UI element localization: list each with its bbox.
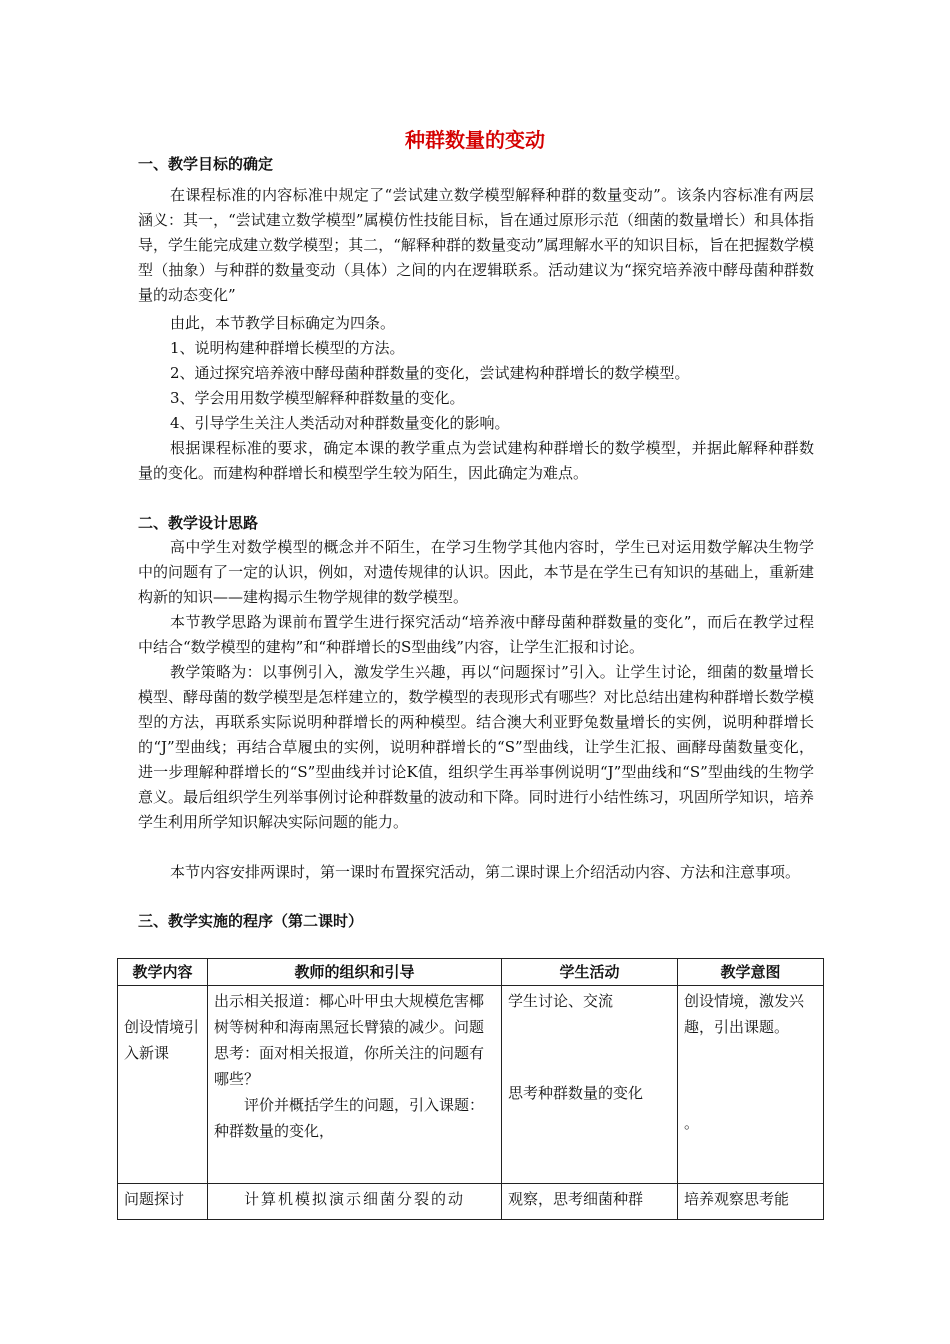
row-2-student-text: 观察，思考细菌种群	[508, 1190, 644, 1208]
design-paragraph-3: 教学策略为：以事例引入，激发学生兴趣，再以“问题探讨”引入。让学生讨论，细菌的数量增长模型、酵母菌的数学模型是怎样建立的，数学模型的表现形式有哪些？对比总结出建构种群增长数学模型的方法，再联系实际说明种群增长的两种模型。结合澳大利亚野兔数量增长的实例，说明种群增长的“J”型曲线；再结合草履虫的实例，说明种群增长的“S”型曲线，让学生汇报、画酵母菌数量变化，进一步理解种群增长的“S”型曲线并讨论K值，组织学生再举事例说明“J”型曲线和“S”型曲线的生物学意义。最后组织学生列举事例讨论种群数量的波动和下降。同时进行小结性练习，巩固所学知识，培养学生利用所学知识解决实际问题的能力。	[138, 663, 814, 831]
header-teacher: 教师的组织和引导	[208, 959, 502, 986]
section-heading-procedure: 三、教学实施的程序（第二课时）	[138, 912, 364, 930]
header-student: 学生活动	[502, 959, 678, 986]
row-2-teacher-text: 计算机模拟演示细菌分裂的动	[244, 1190, 466, 1208]
table-row	[118, 1184, 824, 1220]
table-header-row	[118, 959, 824, 986]
design-paragraph-4: 本节内容安排两课时，第一课时布置探究活动，第二课时课上介绍活动内容、方法和注意事项。	[170, 863, 801, 881]
section-heading-goals: 一、教学目标的确定	[138, 155, 274, 173]
goals-closing-paragraph: 根据课程标准的要求，确定本课的教学重点为尝试建构种群增长的数学模型，并据此解释种群数量的变化。而建构种群增长和模型学生较为陌生，因此确定为难点。	[138, 439, 814, 482]
goal-item-3: 3、学会用用数学模型解释种群数量的变化。	[170, 389, 465, 407]
row-1-student-cell	[502, 986, 678, 1184]
section-heading-design: 二、教学设计思路	[138, 514, 259, 532]
row-1-student-text-1: 学生讨论、交流	[508, 992, 614, 1010]
row-1-intent-text: 创设情境，激发兴趣，引出课题。	[684, 992, 805, 1036]
row-1-content-cell	[118, 986, 208, 1184]
goal-item-1: 1、说明构建种群增长模型的方法。	[170, 339, 405, 357]
row-1-intent-tail: 。	[684, 1114, 700, 1132]
row-2-content-cell	[118, 1184, 208, 1220]
design-paragraph-2: 本节教学思路为课前布置学生进行探究活动“培养液中酵母菌种群数量的变化”，而后在教学过程中结合“数学模型的建构”和“种群增长的S型曲线”内容，让学生汇报和讨论。	[138, 613, 814, 656]
header-intent: 教学意图	[678, 959, 824, 986]
row-2-teacher-cell	[208, 1184, 502, 1220]
table-row	[118, 986, 824, 1184]
row-1-student-text-2: 思考种群数量的变化	[508, 1084, 644, 1102]
row-1-teacher-text-1: 出示相关报道：椰心叶甲虫大规模危害椰树等树种和海南黑冠长臂猿的减少。问题思考：面对相关报道，你所关注的问题有哪些？	[214, 992, 485, 1088]
goals-intro-paragraph: 在课程标准的内容标准中规定了“尝试建立数学模型解释种群的数量变动”。该条内容标准有两层涵义：其一，“尝试建立数学模型”属模仿性技能目标，旨在通过原形示范（细菌的数量增长）和具体指导，学生能完成建立数学模型；其二，“解释种群的数量变动”属理解水平的知识目标，旨在把握数学模型（抽象）与种群的数量变动（具体）之间的内在逻辑联系。活动建议为“探究培养液中酵母菌种群数量的动态变化”	[138, 186, 814, 304]
row-2-intent-cell	[678, 1184, 824, 1220]
goals-summary-paragraph: 由此，本节教学目标确定为四条。	[170, 314, 396, 332]
row-1-teacher-text-2: 评价并概括学生的问题，引入课题：种群数量的变化，	[214, 1096, 485, 1140]
design-paragraph-1: 高中学生对数学模型的概念并不陌生，在学习生物学其他内容时，学生已对运用数学解决生物学中的问题有了一定的认识，例如，对遗传规律的认识。因此，本节是在学生已有知识的基础上，重新建构新的知识——建构揭示生物学规律的数学模型。	[138, 538, 814, 606]
goal-item-2: 2、通过探究培养液中酵母菌种群数量的变化，尝试建构种群增长的数学模型。	[170, 364, 690, 382]
row-2-content: 问题探讨	[124, 1190, 185, 1208]
row-2-student-cell	[502, 1184, 678, 1220]
lesson-plan-table	[117, 958, 824, 1220]
row-1-teacher-cell	[208, 986, 502, 1184]
header-content: 教学内容	[118, 959, 208, 986]
document-title: 种群数量的变动	[405, 128, 545, 152]
row-1-content: 创设情境引入新课	[124, 1018, 200, 1062]
row-1-intent-cell	[678, 986, 824, 1184]
row-2-intent-text: 培养观察思考能	[684, 1190, 790, 1208]
goal-item-4: 4、引导学生关注人类活动对种群数量变化的影响。	[170, 414, 510, 432]
